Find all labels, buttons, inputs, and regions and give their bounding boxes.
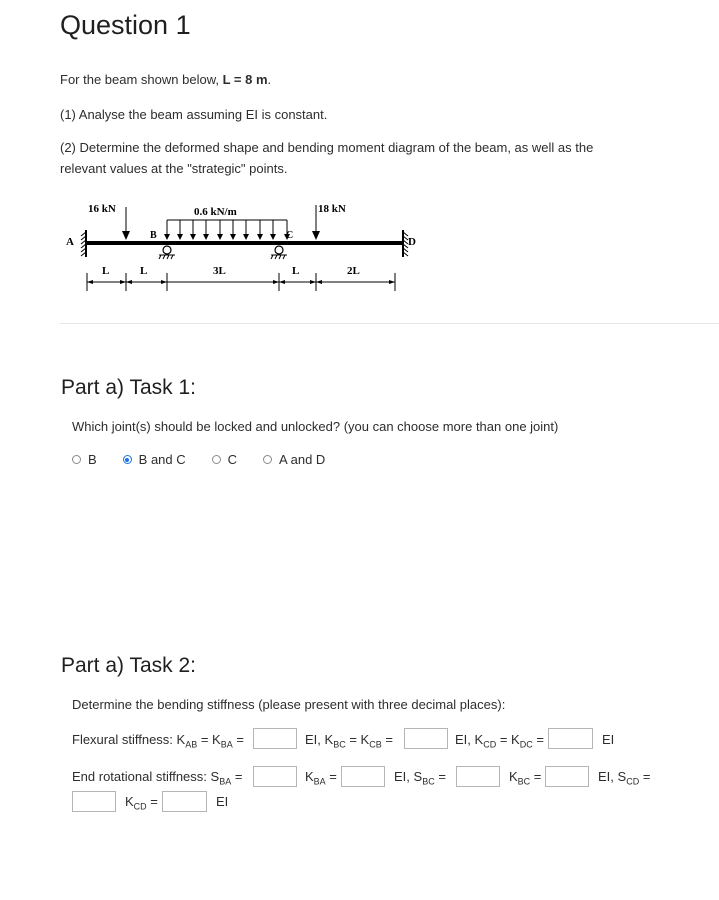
s-cd-label: EI, $S_{CD}$ =	[598, 769, 651, 787]
k-cd-label: EI, $K_{CD} = K_{DC}$ =	[455, 732, 544, 750]
k-ba-label: $K_{BA}$ =	[305, 769, 337, 787]
item-2-line-2: relevant values at the "strategic" points.	[60, 161, 288, 176]
intro-length: L = 8 m	[222, 72, 268, 87]
option-a-and-d[interactable]	[263, 452, 325, 467]
s-ba-input[interactable]	[253, 766, 297, 787]
intro-text	[60, 72, 271, 87]
dim-5: 2L	[347, 265, 360, 277]
radio-icon[interactable]	[212, 455, 221, 464]
k-bc2-label: $K_{BC}$ =	[509, 769, 542, 787]
k-cd-input[interactable]	[548, 728, 593, 749]
k-bc-input[interactable]	[404, 728, 448, 749]
option-label: B and C	[138, 452, 186, 467]
radio-selected-icon[interactable]	[123, 455, 132, 464]
k-cd2-label: $K_{CD}$ =	[125, 794, 158, 812]
option-label: B	[88, 452, 97, 467]
task1-heading: Part a) Task 1:	[61, 376, 197, 399]
task2-heading: Part a) Task 2:	[61, 654, 197, 677]
dim-2: L	[140, 265, 148, 277]
option-c[interactable]	[212, 452, 237, 467]
radio-icon[interactable]	[72, 455, 81, 464]
beam-diagram	[60, 195, 420, 295]
beam	[87, 241, 402, 245]
section-divider	[60, 323, 719, 324]
pin-support-b	[159, 246, 175, 259]
label-d: D	[408, 236, 416, 248]
label-a: A	[66, 236, 74, 248]
task1-prompt: Which joint(s) should be locked and unlocked? (you can choose more than one joint)	[72, 419, 559, 434]
task2-prompt: Determine the bending stiffness (please present with three decimal places):	[72, 697, 506, 712]
load-udl-label: 0.6 kN/m	[194, 206, 237, 218]
fixed-support-a	[81, 230, 86, 257]
dim-4: L	[292, 265, 300, 277]
s-cd-input[interactable]	[72, 791, 116, 812]
dim-1: L	[102, 265, 110, 277]
item-1: (1) Analyse the beam assuming EI is constant.	[60, 107, 328, 122]
k-cd2-input[interactable]	[162, 791, 207, 812]
k-bc2-input[interactable]	[545, 766, 589, 787]
item-2-line-1: (2) Determine the deformed shape and bending moment diagram of the beam, as well as the	[60, 140, 594, 155]
ei-unit-end: EI	[216, 794, 229, 809]
label-b: B	[150, 230, 157, 241]
question-title: Question 1	[60, 10, 191, 40]
s-bc-input[interactable]	[456, 766, 500, 787]
option-label: C	[227, 452, 238, 467]
k-ba-input[interactable]	[341, 766, 385, 787]
dim-3: 3L	[213, 265, 226, 277]
k-ab-input[interactable]	[253, 728, 297, 749]
flexural-label: Flexural stiffness: $K_{AB} = K_{BA}$ =	[72, 732, 244, 750]
ei-unit: EI	[602, 732, 615, 747]
load-16kn-label: 16 kN	[88, 203, 116, 215]
label-c: C	[286, 230, 294, 241]
pin-support-c	[271, 246, 287, 259]
option-b-and-c[interactable]	[123, 452, 186, 467]
s-bc-label: EI, $S_{BC}$ =	[394, 769, 446, 787]
task1-options	[72, 452, 351, 467]
option-label: A and D	[279, 452, 326, 467]
udl-arrows	[167, 220, 287, 239]
radio-icon[interactable]	[263, 455, 272, 464]
load-18kn-label: 18 kN	[318, 203, 346, 215]
intro-prefix: For the beam shown below,	[60, 72, 223, 87]
intro-suffix: .	[267, 72, 272, 87]
k-bc-label: EI, $K_{BC} = K_{CB}$ =	[305, 732, 393, 750]
option-b[interactable]	[72, 452, 97, 467]
end-rotational-label: End rotational stiffness: $S_{BA}$ =	[72, 769, 243, 787]
